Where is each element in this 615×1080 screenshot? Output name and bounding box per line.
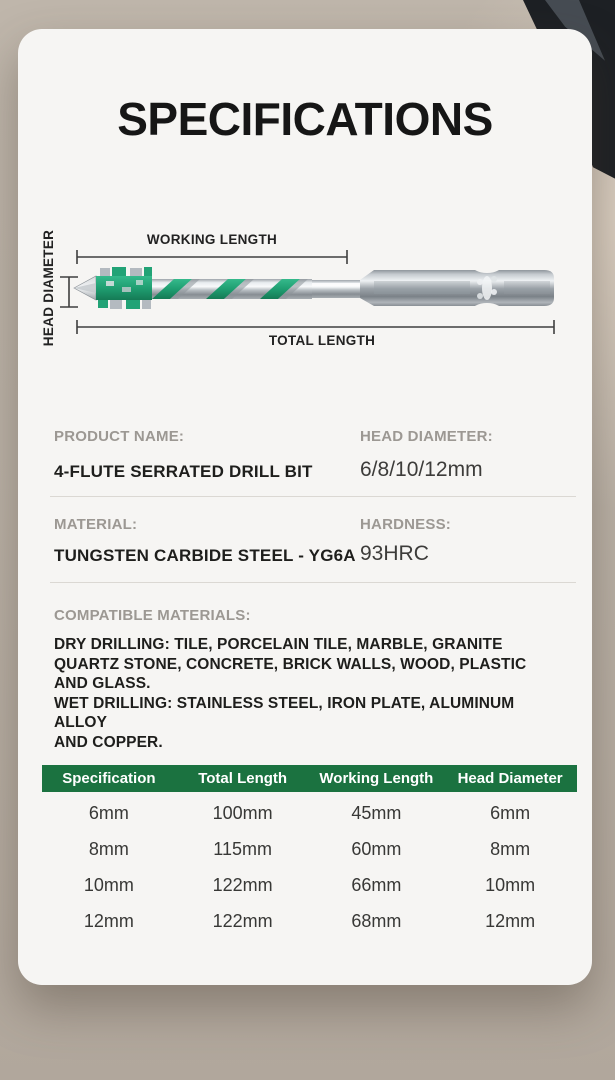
compatible-materials-text [54,635,564,752]
table-row [42,831,577,867]
material-value: TUNGSTEN CARBIDE STEEL - YG6A [54,546,356,565]
working-length-label: WORKING LENGTH [146,232,278,247]
drill-bit-shape [74,255,554,321]
compatible-line: WET DRILLING: STAINLESS STEEL, IRON PLATE, ALUMINUM ALLOY [54,694,515,731]
column-header-head-diameter: Head Diameter [457,770,563,787]
head-diameter-label: HEAD DIAMETER [41,229,56,347]
compatible-line: DRY DRILLING: TILE, PORCELAIN TILE, MARBLE, GRANITE [54,636,503,653]
table-cell: 6mm [490,802,531,823]
hardness-value: 93HRC [360,542,429,565]
table-cell: 10mm [485,874,536,895]
total-length-label: TOTAL LENGTH [268,333,376,348]
drill-diagram [18,219,592,364]
head-diameter-value: 6/8/10/12mm [360,458,483,481]
spec-table-body [42,792,577,939]
spec-table-header [42,765,577,792]
spec-table [42,765,577,939]
table-cell: 8mm [490,838,531,859]
column-header-total-length: Total Length [198,770,288,787]
table-row [42,903,577,939]
column-header-specification: Specification [62,770,156,787]
table-row [42,867,577,903]
hardness-label: HARDNESS: [360,516,451,533]
divider-line [50,496,576,497]
divider-line [50,582,576,583]
product-name-value: 4-FLUTE SERRATED DRILL BIT [54,462,313,481]
material-label: MATERIAL: [54,516,138,533]
head-diameter-field-label: HEAD DIAMETER: [360,428,493,445]
table-cell: 8mm [88,838,129,859]
compatible-materials-label: COMPATIBLE MATERIALS: [54,607,251,624]
table-cell: 68mm [351,910,402,931]
working-length-dimension [77,250,347,264]
table-cell: 6mm [88,802,129,823]
table-cell: 45mm [351,802,402,823]
product-name-label: PRODUCT NAME: [54,428,185,445]
spec-card [18,29,592,985]
table-cell: 12mm [83,910,134,931]
compatible-line: QUARTZ STONE, CONCRETE, BRICK WALLS, WOOD, PLASTIC [54,655,527,673]
table-cell: 12mm [485,910,536,931]
table-cell: 122mm [212,874,273,895]
compatible-line: AND COPPER. [54,733,163,751]
table-cell: 66mm [351,874,402,895]
total-length-dimension [77,320,554,334]
column-header-working-length: Working Length [319,770,434,787]
table-row [42,795,577,831]
head-diameter-dimension [60,277,78,307]
table-cell: 115mm [213,838,272,859]
compatible-line: AND GLASS. [54,675,151,692]
table-cell: 60mm [351,838,402,859]
table-cell: 122mm [212,910,273,931]
page-title: SPECIFICATIONS [117,93,493,145]
table-cell: 10mm [83,874,134,895]
table-cell: 100mm [212,802,273,823]
